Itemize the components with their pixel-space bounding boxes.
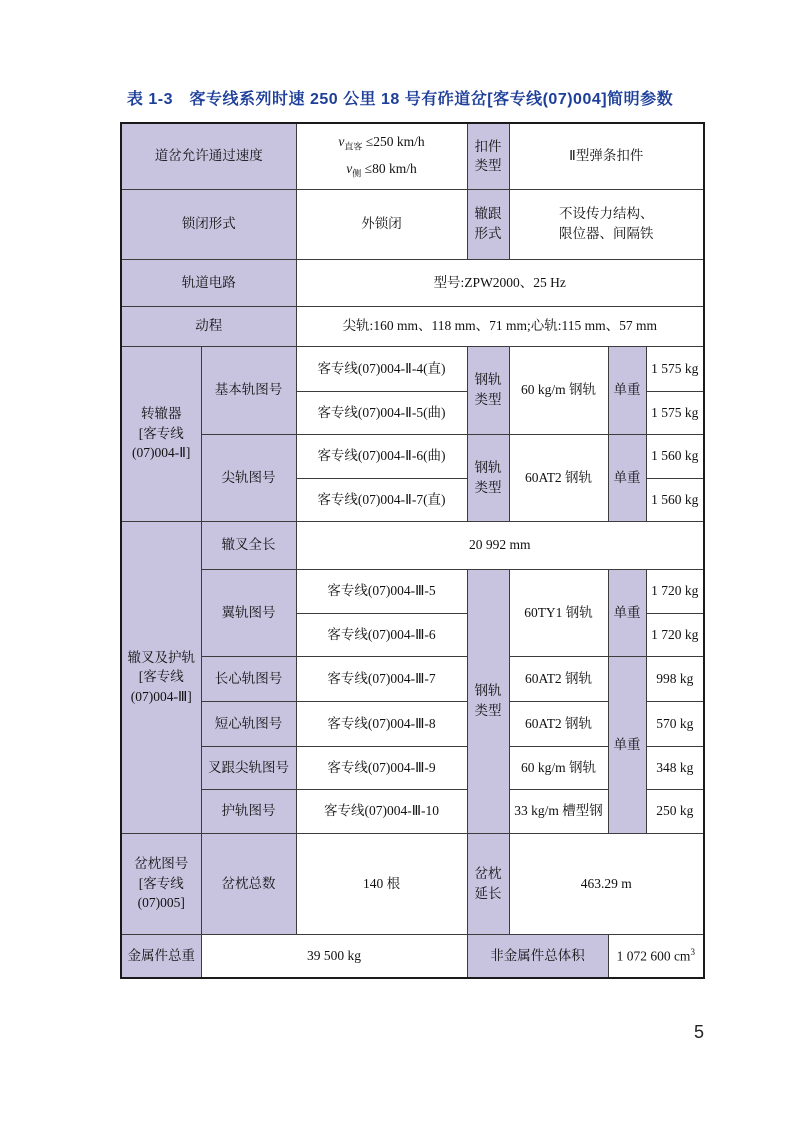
row-speed [121, 123, 704, 189]
v-main-value: ≤250 km/h [362, 134, 425, 150]
frog-rail-type-label: 钢轨类型 [467, 569, 509, 833]
point-rail-unit-weight-label: 单重 [608, 434, 646, 521]
wing-rail-type-value: 60TY1 钢轨 [509, 569, 608, 656]
v-side-value: ≤80 km/h [361, 161, 417, 177]
point-rail-drawing-2: 客专线(07)004-Ⅱ-7(直) [296, 478, 467, 521]
wing-rail-weight-1: 1 720 kg [646, 569, 704, 613]
metal-weight-label: 金属件总重 [121, 934, 201, 978]
turnout-parameter-table [120, 122, 705, 979]
speed-label: 道岔允许通过速度 [121, 123, 296, 189]
stock-rail-drawing-1: 客专线(07)004-Ⅱ-4(直) [296, 346, 467, 391]
switch-section-label [121, 346, 201, 521]
short-point-label: 短心轨图号 [201, 701, 296, 746]
sleeper-extension-label: 岔枕延长 [467, 833, 509, 934]
switch-label-line2: [客专线 [138, 425, 184, 441]
page-number: 5 [694, 1022, 705, 1042]
stock-rail-weight-2: 1 575 kg [646, 391, 704, 434]
nonmetal-volume-number: 1 072 600 cm [616, 948, 691, 964]
row-locking [121, 189, 704, 259]
row-long-point [121, 656, 704, 701]
row-sleeper [121, 833, 704, 934]
stock-rail-unit-weight-label: 单重 [608, 346, 646, 434]
frog-label-line1: 辙叉及护轨 [127, 649, 195, 665]
row-totals [121, 934, 704, 978]
nonmetal-volume-label: 非金属件总体积 [467, 934, 608, 978]
short-point-drawing: 客专线(07)004-Ⅲ-8 [296, 701, 467, 746]
guard-rail-weight: 250 kg [646, 789, 704, 833]
point-rail-label: 尖轨图号 [201, 434, 296, 521]
stock-rail-type-value: 60 kg/m 钢轨 [509, 346, 608, 434]
stock-rail-type-label: 钢轨类型 [467, 346, 509, 434]
point-rail-weight-2: 1 560 kg [646, 478, 704, 521]
short-point-weight: 570 kg [646, 701, 704, 746]
speed-values [296, 123, 467, 189]
frog-full-length-value: 20 992 mm [296, 521, 704, 569]
sleeper-count-value: 140 根 [296, 833, 467, 934]
sleeper-label-line2: [客专线 [138, 875, 184, 891]
point-rail-type-label: 钢轨类型 [467, 434, 509, 521]
frog-section-label [121, 521, 201, 833]
sleeper-label-line1: 岔枕图号 [134, 856, 189, 872]
table-title: 表 1-3 客专线系列时速 250 公里 18 号有砟道岔[客专线(07)004]简明参数 [126, 91, 674, 108]
heel-point-rail-type: 60 kg/m 钢轨 [509, 746, 608, 789]
row-point-rail-1 [121, 434, 704, 478]
wing-rail-label: 翼轨图号 [201, 569, 296, 656]
sleeper-extension-value: 463.29 m [509, 833, 704, 934]
row-track-circuit [121, 259, 704, 306]
track-circuit-label: 轨道电路 [121, 259, 296, 306]
switch-label-line1: 转辙器 [141, 406, 182, 422]
guard-rail-drawing: 客专线(07)004-Ⅲ-10 [296, 789, 467, 833]
fastener-type-value: Ⅱ型弹条扣件 [509, 123, 704, 189]
throw-value: 尖轨:160 mm、118 mm、71 mm;心轨:115 mm、57 mm [296, 306, 704, 346]
switch-label-line3: (07)004-Ⅱ] [132, 445, 191, 461]
fastener-type-label: 扣件类型 [467, 123, 509, 189]
row-frog-length [121, 521, 704, 569]
short-point-rail-type: 60AT2 钢轨 [509, 701, 608, 746]
v-side-var: v [346, 161, 353, 177]
locking-value: 外锁闭 [296, 189, 467, 259]
locking-label: 锁闭形式 [121, 189, 296, 259]
track-circuit-value: 型号:ZPW2000、25 Hz [296, 259, 704, 306]
frog-label-line2: [客专线 [138, 669, 184, 685]
heel-form-line2: 限位器、间隔铁 [559, 226, 654, 241]
guard-rail-label: 护轨图号 [201, 789, 296, 833]
sleeper-count-label: 岔枕总数 [201, 833, 296, 934]
heel-form-label: 辙跟形式 [467, 189, 509, 259]
row-throw [121, 306, 704, 346]
frog-label-line3: (07)004-Ⅲ] [130, 688, 192, 704]
v-main-var: v [338, 134, 345, 150]
sleeper-section-label [121, 833, 201, 934]
nonmetal-volume-value [608, 934, 704, 978]
row-stock-rail-1 [121, 346, 704, 391]
long-point-weight: 998 kg [646, 656, 704, 701]
wing-rail-weight-2: 1 720 kg [646, 613, 704, 656]
row-wing-rail-1 [121, 569, 704, 613]
point-rail-type-value: 60AT2 钢轨 [509, 434, 608, 521]
heel-point-drawing: 客专线(07)004-Ⅲ-9 [296, 746, 467, 789]
v-main-sub: 直客 [344, 142, 363, 153]
heel-point-label: 叉跟尖轨图号 [201, 746, 296, 789]
long-point-drawing: 客专线(07)004-Ⅲ-7 [296, 656, 467, 701]
frog-unit-weight-label: 单重 [608, 656, 646, 833]
metal-weight-value: 39 500 kg [201, 934, 467, 978]
guard-rail-type: 33 kg/m 槽型钢 [509, 789, 608, 833]
long-point-label: 长心轨图号 [201, 656, 296, 701]
wing-rail-unit-weight-label: 单重 [608, 569, 646, 656]
point-rail-weight-1: 1 560 kg [646, 434, 704, 478]
throw-label: 动程 [121, 306, 296, 346]
long-point-rail-type: 60AT2 钢轨 [509, 656, 608, 701]
nonmetal-volume-exponent: 3 [690, 946, 695, 957]
heel-point-weight: 348 kg [646, 746, 704, 789]
speed-side-line [299, 156, 465, 183]
stock-rail-label: 基本轨图号 [201, 346, 296, 434]
point-rail-drawing-1: 客专线(07)004-Ⅱ-6(曲) [296, 434, 467, 478]
v-side-sub: 侧 [352, 168, 362, 179]
wing-rail-drawing-2: 客专线(07)004-Ⅲ-6 [296, 613, 467, 656]
stock-rail-weight-1: 1 575 kg [646, 346, 704, 391]
wing-rail-drawing-1: 客专线(07)004-Ⅲ-5 [296, 569, 467, 613]
frog-full-length-label: 辙叉全长 [201, 521, 296, 569]
heel-form-line1: 不设传力结构、 [559, 206, 654, 222]
sleeper-label-line3: (07)005] [137, 895, 185, 911]
speed-main-line [299, 129, 465, 156]
heel-form-value [509, 189, 704, 259]
stock-rail-drawing-2: 客专线(07)004-Ⅱ-5(曲) [296, 391, 467, 434]
